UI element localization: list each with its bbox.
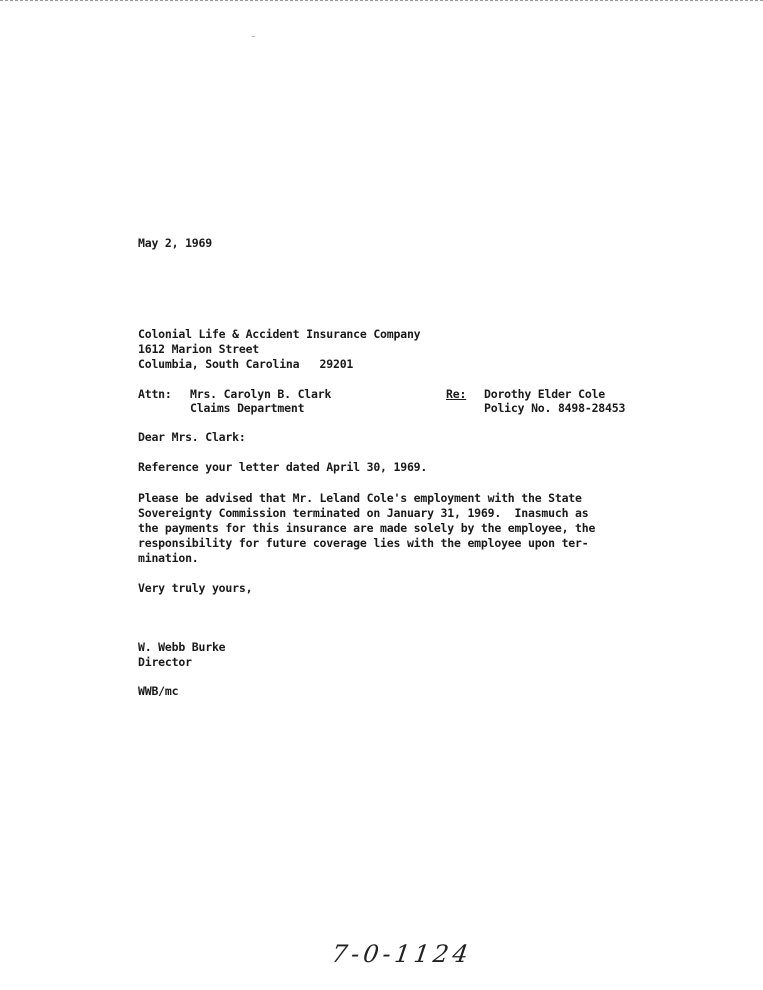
salutation: Dear Mrs. Clark:: [138, 430, 246, 444]
body-line: Sovereignty Commission terminated on January 31, 1969. Inasmuch as: [138, 506, 589, 520]
scan-speck: [252, 36, 255, 37]
signer-title: Director: [138, 655, 192, 669]
body-line: responsibility for future coverage lies with the employee upon ter-: [138, 536, 589, 550]
recipient-city: Columbia, South Carolina 29201: [138, 357, 354, 371]
attention-department: Claims Department: [190, 401, 305, 415]
handwritten-file-number: 7-0-1124: [330, 940, 474, 968]
body-line: mination.: [138, 551, 199, 565]
recipient-company: Colonial Life & Accident Insurance Company: [138, 327, 421, 341]
regarding-label: Re:: [446, 387, 467, 401]
reference-line: Reference your letter dated April 30, 1969.: [138, 460, 428, 474]
attention-label: Attn:: [138, 387, 172, 401]
page-top-border: [0, 0, 763, 1]
typist-initials: WWB/mc: [138, 684, 179, 698]
closing: Very truly yours,: [138, 581, 253, 595]
signer-name: W. Webb Burke: [138, 640, 226, 654]
regarding-name: Dorothy Elder Cole: [484, 387, 606, 401]
regarding-policy: Policy No. 8498-28453: [484, 401, 626, 415]
attention-name: Mrs. Carolyn B. Clark: [190, 387, 332, 401]
recipient-street: 1612 Marion Street: [138, 342, 260, 356]
letter-date: May 2, 1969: [138, 236, 212, 250]
body-line: Please be advised that Mr. Leland Cole's employment with the State: [138, 491, 582, 505]
body-line: the payments for this insurance are made solely by the employee, the: [138, 521, 596, 535]
